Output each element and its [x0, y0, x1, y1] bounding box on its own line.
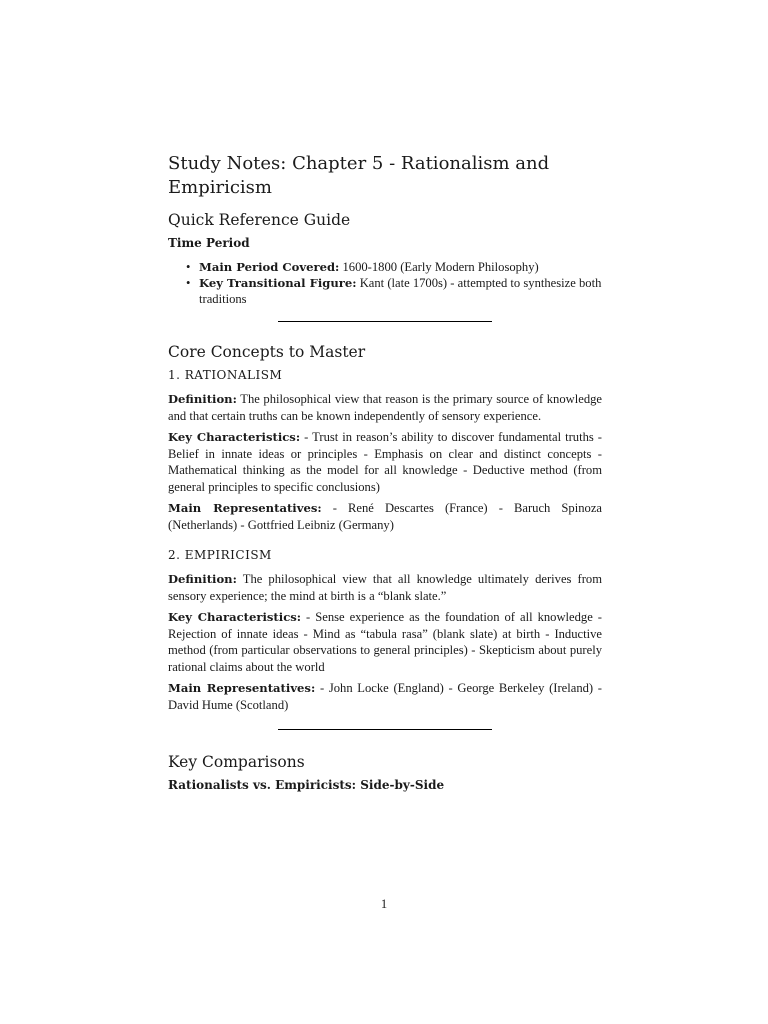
representatives-text: - John Locke (England) - George Berkeley (Ireland) - David Hume (Scotland)	[168, 681, 602, 712]
document-title: Study Notes: Chapter 5 - Rationalism and Empiricism	[168, 153, 550, 198]
rationalism-heading: 1. RATIONALISM	[168, 368, 283, 382]
characteristics-text: - Sense experience as the foundation of all knowledge - Rejection of innate ideas - Mind as “tabula rasa” (blank slate) at birth - Inductive method (from particular observations to general principles) - Skepticism about purely rational claims about the world	[168, 610, 603, 674]
characteristics-label: Key Characteristics:	[168, 610, 302, 624]
rationalism-definition	[168, 391, 602, 424]
comparison-subheading: Rationalists vs. Empiricists: Side-by-Side	[168, 778, 445, 792]
definition-text: The philosophical view that reason is the primary source of knowledge and that certain truths can be known independently of sensory experience.	[168, 392, 602, 423]
horizontal-divider	[278, 729, 492, 730]
representatives-label: Main Representatives:	[168, 681, 316, 695]
time-period-heading: Time Period	[168, 236, 250, 250]
characteristics-text: - Trust in reason’s ability to discover fundamental truths - Belief in innate ideas or principles - Emphasis on clear and distinct concepts - Mathematical thinking as the model for all knowledge - Deductive method (from general principles to specific conclusions)	[168, 430, 603, 494]
definition-label: Definition:	[168, 572, 237, 586]
empiricism-characteristics	[168, 609, 602, 675]
core-concepts-heading: Core Concepts to Master	[168, 343, 366, 361]
time-period-list	[168, 259, 602, 307]
empiricism-heading: 2. EMPIRICISM	[168, 548, 272, 562]
item-label: Main Period Covered:	[199, 260, 340, 274]
empiricism-definition	[168, 571, 602, 604]
item-text: Kant (late 1700s) - attempted to synthesize both traditions	[199, 276, 602, 306]
document-page	[168, 152, 602, 801]
key-comparisons-heading: Key Comparisons	[168, 753, 305, 771]
characteristics-label: Key Characteristics:	[168, 430, 301, 444]
representatives-label: Main Representatives:	[168, 501, 322, 515]
representatives-text: - René Descartes (France) - Baruch Spinoza (Netherlands) - Gottfried Leibniz (Germany)	[168, 501, 603, 532]
list-item	[199, 259, 602, 275]
empiricism-representatives	[168, 680, 602, 713]
item-label: Key Transitional Figure:	[199, 276, 357, 290]
item-text: 1600-1800 (Early Modern Philosophy)	[339, 260, 539, 274]
page-number: 1	[380, 897, 388, 911]
quick-reference-heading: Quick Reference Guide	[168, 211, 351, 229]
rationalism-representatives	[168, 500, 602, 533]
list-item	[199, 275, 602, 307]
definition-label: Definition:	[168, 392, 237, 406]
rationalism-characteristics	[168, 429, 602, 495]
definition-text: The philosophical view that all knowledge ultimately derives from sensory experience; the mind at birth is a “blank slate.”	[168, 572, 602, 603]
horizontal-divider	[278, 321, 492, 322]
